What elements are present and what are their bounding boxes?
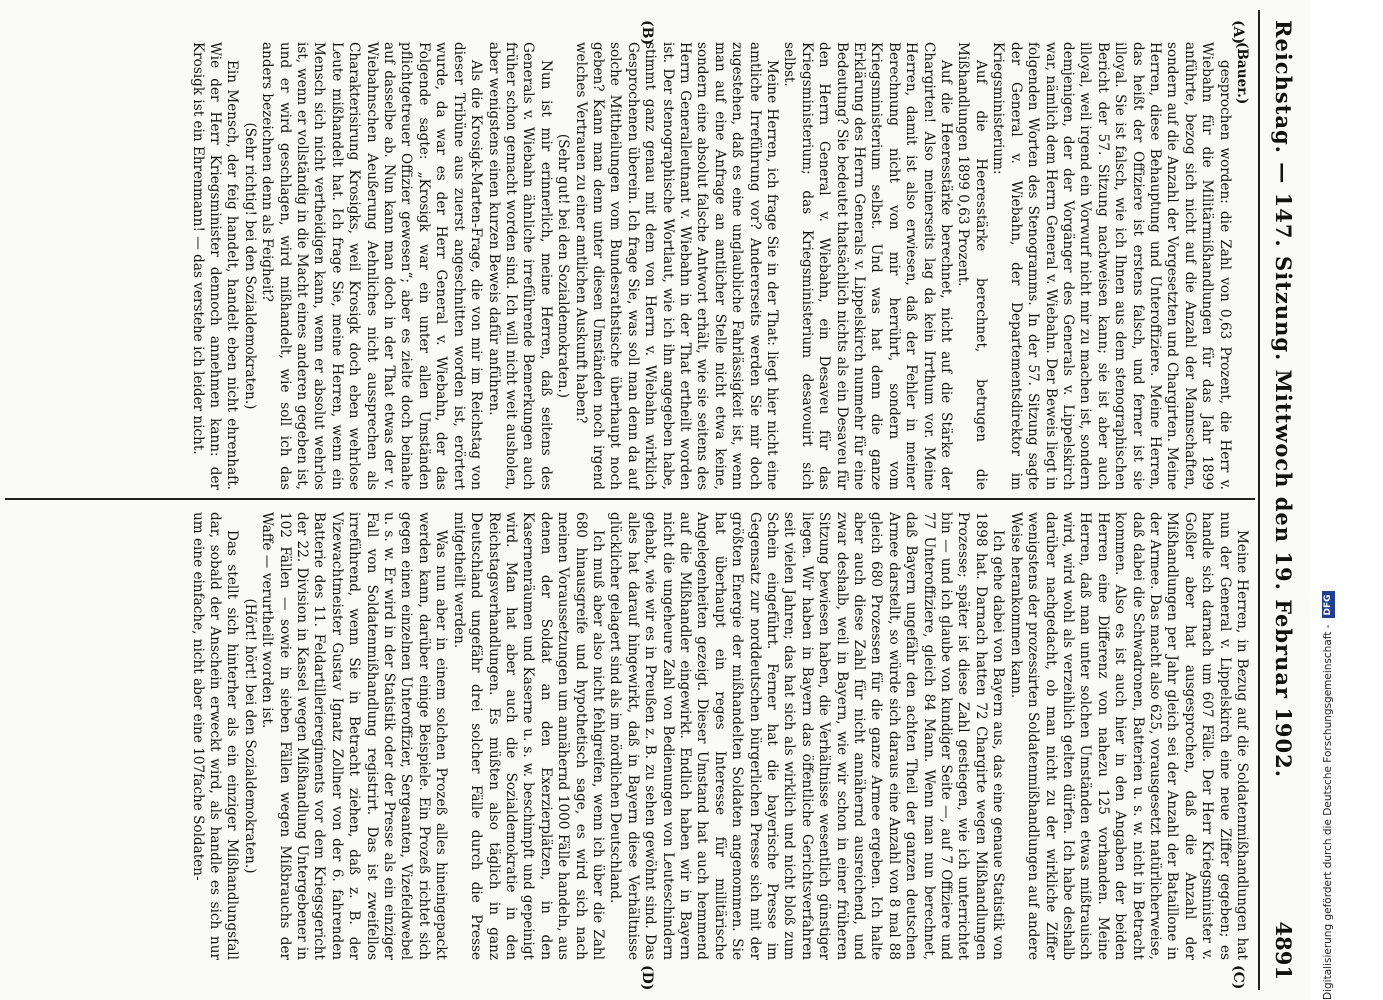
speaker-label: (Bauer.) — [1234, 42, 1250, 105]
paragraph: Meine Herren, in Bezug auf die Soldatenmißhandlungen hat nun der General v. Lippelskirch eine neue Ziffer gegeben; es handle sich darnach um 607 Fälle. Der Herr Kriegsminister v. Goßler aber hat ausgesprochen, daß die Anzahl der Mißhandlungen per Jahr gleich sei der Anzahl der Bataillone in der Armee. Das macht also 625, vorausgesetzt natürlicherweise, daß dabei die Schwadronen, Batterien u. s. w. nicht in Betracht kommen. Also es ist auch hier in den Angaben der beiden Herren eine Differenz von nahezu 125 vorhanden. Meine Herren, daß man unter solchen Umständen etwas mißtrauisch wird, wird wohl als verzeihlich gelten dürfen. Ich habe deshalb darüber nachgedacht, ob man nicht zu der wirkliche Ziffer wenigstens der prozessirten Soldatenmißhandlungen auf andere Weise herankommen kann. — [1007, 512, 1250, 960]
interjection: (Sehr gut! bei den Sozialdemokraten.) — [555, 133, 572, 399]
paragraph: Das stellt sich hinterher als ein einziger Mißhandlungsfall dar, sobald der Anschein erweckt wird, als handle es sich nur um eine einfache, nicht aber eine 107fache Soldaten- — [189, 512, 241, 960]
paragraph: gesprochen worden: die Zahl von 0,63 Prozent, die Herr v. Wiebahn für die Militärmißhandlungen für das Jahr 1899 anführte, bezog sich nicht auf die Anzahl der Mannschaften, sondern auf die Anzahl der Vorgesetzten und Chargirten. Meine Herren, diese Behauptung und Unteroffiziere. Meine Herren, das heißt der Offiziere ist erstens falsch, und ferner ist sie illoyal. Sie ist falsch, wie ich Ihnen aus dem stenographischen Bericht der 57. Sitzung nachweisen kann; sie ist aber auch illoyal, weil irgend ein Vorwurf nicht mir zu machen ist, sondern demjenigen, der der Vorgänger des Generals v. Lippelskirch war, nämlich dem Herrn General v. Wiebahn. Der Beweis liegt in folgenden Worten des Stenogramms. In der 57. Sitzung sagte der General v. Wiebahn, der Departementsdirektor im Kriegsministerium: — [990, 42, 1233, 490]
paragraph: Auf die Heeresstärke berechnet, betrugen die Mißhandlungen 1899 0,63 Prozent. — [955, 42, 989, 490]
column-divider — [5, 498, 1255, 500]
paragraph: Als die Krosigk-Marten-Frage, die von mir im Reichstag von dieser Tribüne aus zuerst angeschnitten worden ist, erörtert wurde, da war es der Herr General v. Wiebahn, der das Folgende sagte: „Krosigk war ein unter allen Umständen pflichtgetreuer Offizier gewesen“; aber es zielte doch beinahe auf dasselbe ab. Nun kann man doch in der That etwas der v. Wiebahnschen Aeußerung Aehnliches nicht aussprechen als Charakterisirung Krosigks, weil Krosigk doch eben wehrlose Leute mißhandelt hat. Ich frage Sie, meine Herren, wenn ein Mensch sich nicht vertheidigen kann, wenn er absolut wehrlos ist, wenn er vollständig in die Macht eines anderen gegeben ist, und er wird geschlagen, wird mißhandelt, wie soll ich das anders bezeichnen denn als Feigheit? — [259, 42, 485, 490]
digitization-footer — [1318, 10, 1338, 1000]
page-number: 4891 — [1271, 921, 1297, 980]
paragraph: Auf die Heeresstärke berechnet, nicht auf die Stärke der Chargirten! Also meinerseits lag da kein Irrthum vor. Meine Herren, damit ist also erwiesen, daß der Fehler in meiner Berechnung nicht von mir herrührt, sondern vom Kriegsministerium selbst. Und was hat denn die ganze Erklärung des Herrn Generals v. Lippelskirch nunmehr für eine Bedeutung? Sie bedeutet thatsächlich nichts als ein Desaveu für den Herrn General v. Wiebahn, ein Desaveu für das Kriegsministerium; das Kriegsministerium desavouirt sich selbst. — [781, 42, 955, 490]
interjection: (Sehr richtig! bei den Sozialdemokraten.) — [241, 122, 258, 410]
margin-mark-b: (B) — [639, 20, 655, 46]
margin-mark-a: (A) — [1230, 20, 1246, 45]
paragraph: Meine Herren, ich frage Sie in der That: liegt hier nicht eine amtliche Irreführung vor? Andererseits werden Sie mir doch zugestehen, daß es eine unglaubliche Fahrlässigkeit ist, wenn man auf eine Anfrage an amtlicher Stelle nicht etwa keine, sondern eine absolut falsche Antwort erhält, wie sie seitens des Herrn Generalleutnant v. Wiebahn in der That ertheilt worden ist. Der stenographische Wortlaut, wie ich ihn angegeben habe, stimmt ganz genau mit dem von Herrn v. Wiebahn wirklich Gesprochenen überein. Ich frage Sie, was soll man denn da auf solche Mittheilungen vom Bundesrathstische überhaupt noch geben? Kann man denn unter diesen Umständen noch irgend welches Vertrauen zu einer amtlichen Auskunft haben? — [572, 42, 781, 490]
paragraph: Ein Mensch, der feig handelt, handelt eben nicht ehrenhaft. Wie der Herr Kriegsminister dennoch annehmen kann: der Krosigk ist ein Ehrenmann! — das verstehe ich leider nicht. — [189, 42, 241, 490]
interjection: (Hört! hört! bei den Sozialdemokraten.) — [241, 598, 258, 874]
header-rule — [1258, 10, 1260, 990]
dfg-logo: DFG — [1322, 591, 1335, 618]
footer-text: Digitalisierung gefördert durch die Deutsche Forschungsgemeinschaft - — [1322, 624, 1334, 1000]
paragraph: Ich muß aber also nicht fehlgreifen, wenn ich über die Zahl 680 hinausgreife und hypothetisch sage, es wird sich nach meinen Voraussetzungen um annähernd 1000 Fälle handeln, aus denen der Soldat an den Exerzierplätzen, in den Kasernenräumen und Kaserne u. s. w. beschimpft und gepeinigt wird. Man hat aber auch die Sozialdemokratie in den Reichstagsverhandlungen. Es müßten also täglich in ganz Deutschland ungefähr drei solcher Fälle durch die Presse mitgetheilt werden. — [450, 512, 606, 960]
right-column — [20, 512, 1250, 960]
paragraph: Was nun aber in einem solchen Prozeß alles hineingepackt werden kann, darüber einige Beispiele. Ein Prozeß richtet sich gegen einen einzelnen Unteroffizier, Sergeanten, Vizefeldwebel u. s. w. Er wird in der Statistik oder der Presse als ein einziger Fall von Soldatenmißhandlung registrirt. Das ist zweifellos irreführend, wenn Sie in Betracht ziehen, daß z. B. der Vizewachtmeister Gustav Ignatz Zollner von der 6. fahrenden Batterie des 11. Feldartillerieregiments vor dem Kriegsgericht der 22. Division in Kassel wegen Mißhandlung Untergebener in 102 Fällen — sowie in sieben Fällen wegen Mißbrauchs der Waffe — verurtheilt worden ist. — [259, 512, 450, 960]
margin-mark-d: (D) — [639, 965, 655, 991]
paragraph: Ich gehe dabei von Bayern aus, das eine genaue Statistik von 1898 hat. Darnach hatten 72 Chargirte wegen Mißhandlungen Prozesse; später ist diese Zahl gestiegen, wie ich unterrichtet bin — und ich glaube von kundiger Seite —, auf 7 Offiziere und 77 Unteroffiziere, gleich 84 Mann. Wenn man nun berechnet, daß Bayern ungefähr den achten Theil der ganzen deutschen Armee darstellt, so würde sich daraus eine Anzahl von 8 mal 88 gleich 680 Prozessen für die ganze Armee ergeben. Ich halte aber auch diese Zahl für nicht annähernd ausreichend, und zwar deshalb, weil in Bayern, wie wir schon in einer früheren Sitzung bewiesen haben, die Verhältnisse wesentlich günstiger liegen. Wir haben in Bayern das öffentliche Gerichtsverfahren seit vielen Jahren; das hat sich als wirklich und nicht bloß zum Schein eingeführt. Ferner hat die bayerische Presse im Gegensatz zur norddeutschen bürgerlichen Presse sich mit der größten Energie der mißhandelten Soldaten angenommen. Sie hat überhaupt ein reges Interesse für militärische Angelegenheiten gezeigt. Dieser Umstand hat auch hemmend auf die Mißhandler eingewirkt. Endlich haben wir in Bayern nicht die ungeheure Zahl von Bedienungen von Leuteschindern gehabt, wie wir es in Preußen z. B. zu sehen gewöhnt sind. Das alles hat darauf hingewirkt, daß in Bayern diese Verhältnisse glücklicher gelagert sind als im nördlichen Deutschland. — [607, 512, 1007, 960]
left-column — [20, 42, 1250, 490]
page-header — [1264, 20, 1304, 980]
paragraph: Nun ist mir erinnerlich, meine Herren, daß seitens des Generals v. Wiebahn ähnliche irreführende Bemerkungen auch früher schon gemacht worden sind. Ich will nicht weit ausholen, aber wenigstens einen kurzen Beweis dafür anführen. — [485, 42, 554, 490]
margin-mark-c: (C) — [1230, 965, 1246, 990]
header-title: Reichstag. — 147. Sitzung. Mittwoch den 19. Februar 1902. — [1271, 20, 1297, 779]
